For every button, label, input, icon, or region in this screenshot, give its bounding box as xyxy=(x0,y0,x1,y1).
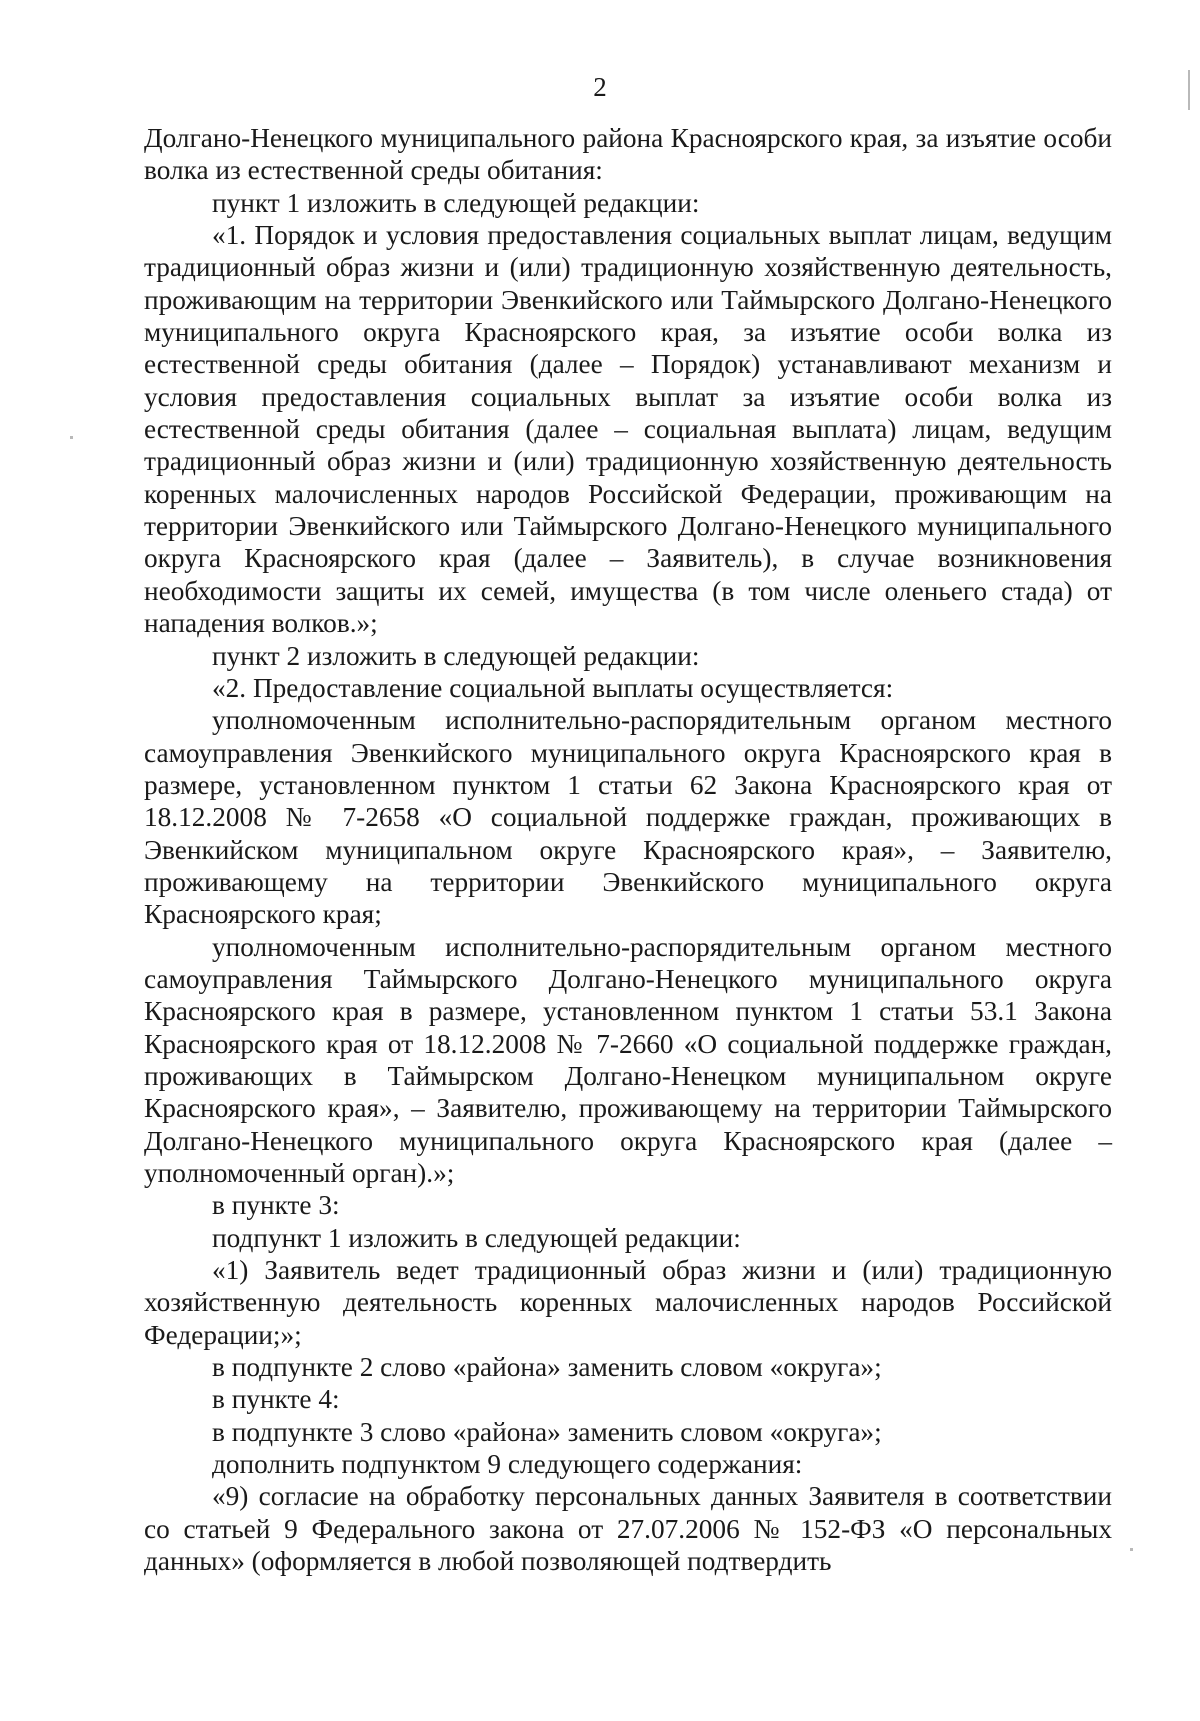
paragraph-taimyr-authority: уполномоченным исполнительно-распорядительным органом местного самоуправления Таймырского Долгано-Ненецкого муниципального округа Красноярского края в размере, установленном пунктом 1 статьи 53.1 Закона Красноярского края от 18.12.2008 № 7-2660 «О социальной поддержке граждан, проживающих в Таймырском Долгано-Ненецком муниципальном округе Красноярского края», – Заявителю, проживающему на территории Таймырского Долгано-Ненецкого муниципального округа Красноярского края (далее – уполномоченный орган).»; xyxy=(144,931,1112,1188)
paragraph-point-4: в пункте 4: xyxy=(212,1384,340,1415)
paragraph-subpoint-1-text: «1) Заявитель ведет традиционный образ жизни и (или) традиционную хозяйственную деятельность коренных малочисленных народов Российской Федерации;»; xyxy=(144,1255,1112,1350)
paragraph-point-2-instruction: пункт 2 изложить в следующей редакции: xyxy=(212,640,700,671)
page-number: 2 xyxy=(593,72,607,102)
paragraph-subpoint-1-instruction: подпункт 1 изложить в следующей редакции: xyxy=(212,1222,741,1253)
paragraph-subpoint-2-replacement: в подпункте 2 слово «района» заменить словом «округа»; xyxy=(212,1352,882,1383)
scan-edge-mark xyxy=(1188,70,1190,110)
paragraph-subpoint-3-replacement: в подпункте 3 слово «района» заменить словом «округа»; xyxy=(212,1416,882,1447)
paragraph-subpoint-9-text: «9) согласие на обработку персональных данных Заявителя в соответствии со статьей 9 Федерального закона от 27.07.2006 № 152-ФЗ «О персональных данных» (оформляется в любой позволяющей подтвердить xyxy=(144,1481,1112,1577)
paragraph-point-2-text: «2. Предоставление социальной выплаты осуществляется: xyxy=(212,672,894,703)
paragraph-point-1-instruction: пункт 1 изложить в следующей редакции: xyxy=(212,187,700,218)
paragraph-intro-continuation: Долгано-Ненецкого муниципального района Красноярского края, за изъятие особи волка из естественной среды обитания: xyxy=(144,123,1112,186)
paragraph-subpoint-9-instruction: дополнить подпунктом 9 следующего содержания: xyxy=(212,1449,803,1480)
paragraph-point-3: в пункте 3: xyxy=(212,1190,340,1221)
document-body xyxy=(144,122,1112,1577)
scan-speck xyxy=(1130,1548,1133,1551)
scan-speck xyxy=(70,436,73,439)
paragraph-point-1-text: «1. Порядок и условия предоставления социальных выплат лицам, ведущим традиционный образ жизни и (или) традиционную хозяйственную деятельность, проживающим на территории Эвенкийского или Таймырского Долгано-Ненецкого муниципального округа Красноярского края, за изъятие особи волка из естественной среды обитания (далее – Порядок) устанавливают механизм и условия предоставления социальных выплат за изъятие особи волка из естественной среды обитания (далее – социальная выплата) лицам, ведущим традиционный образ жизни и (или) традиционную хозяйственную деятельность коренных малочисленных народов Российской Федерации, проживающим на территории Эвенкийского или Таймырского Долгано-Ненецкого муниципального округа Красноярского края (далее – Заявитель), в случае возникновения необходимости защиты их семей, имущества (в том числе оленьего стада) от нападения волков.»; xyxy=(144,220,1112,639)
paragraph-evenki-authority: уполномоченным исполнительно-распорядительным органом местного самоуправления Эвенкийского муниципального округа Красноярского края в размере, установленном пунктом 1 статьи 62 Закона Красноярского края от 18.12.2008 № 7-2658 «О социальной поддержке граждан, проживающих в Эвенкийском муниципальном округе Красноярского края», – Заявителю, проживающему на территории Эвенкийского муниципального округа Красноярского края; xyxy=(144,705,1112,930)
